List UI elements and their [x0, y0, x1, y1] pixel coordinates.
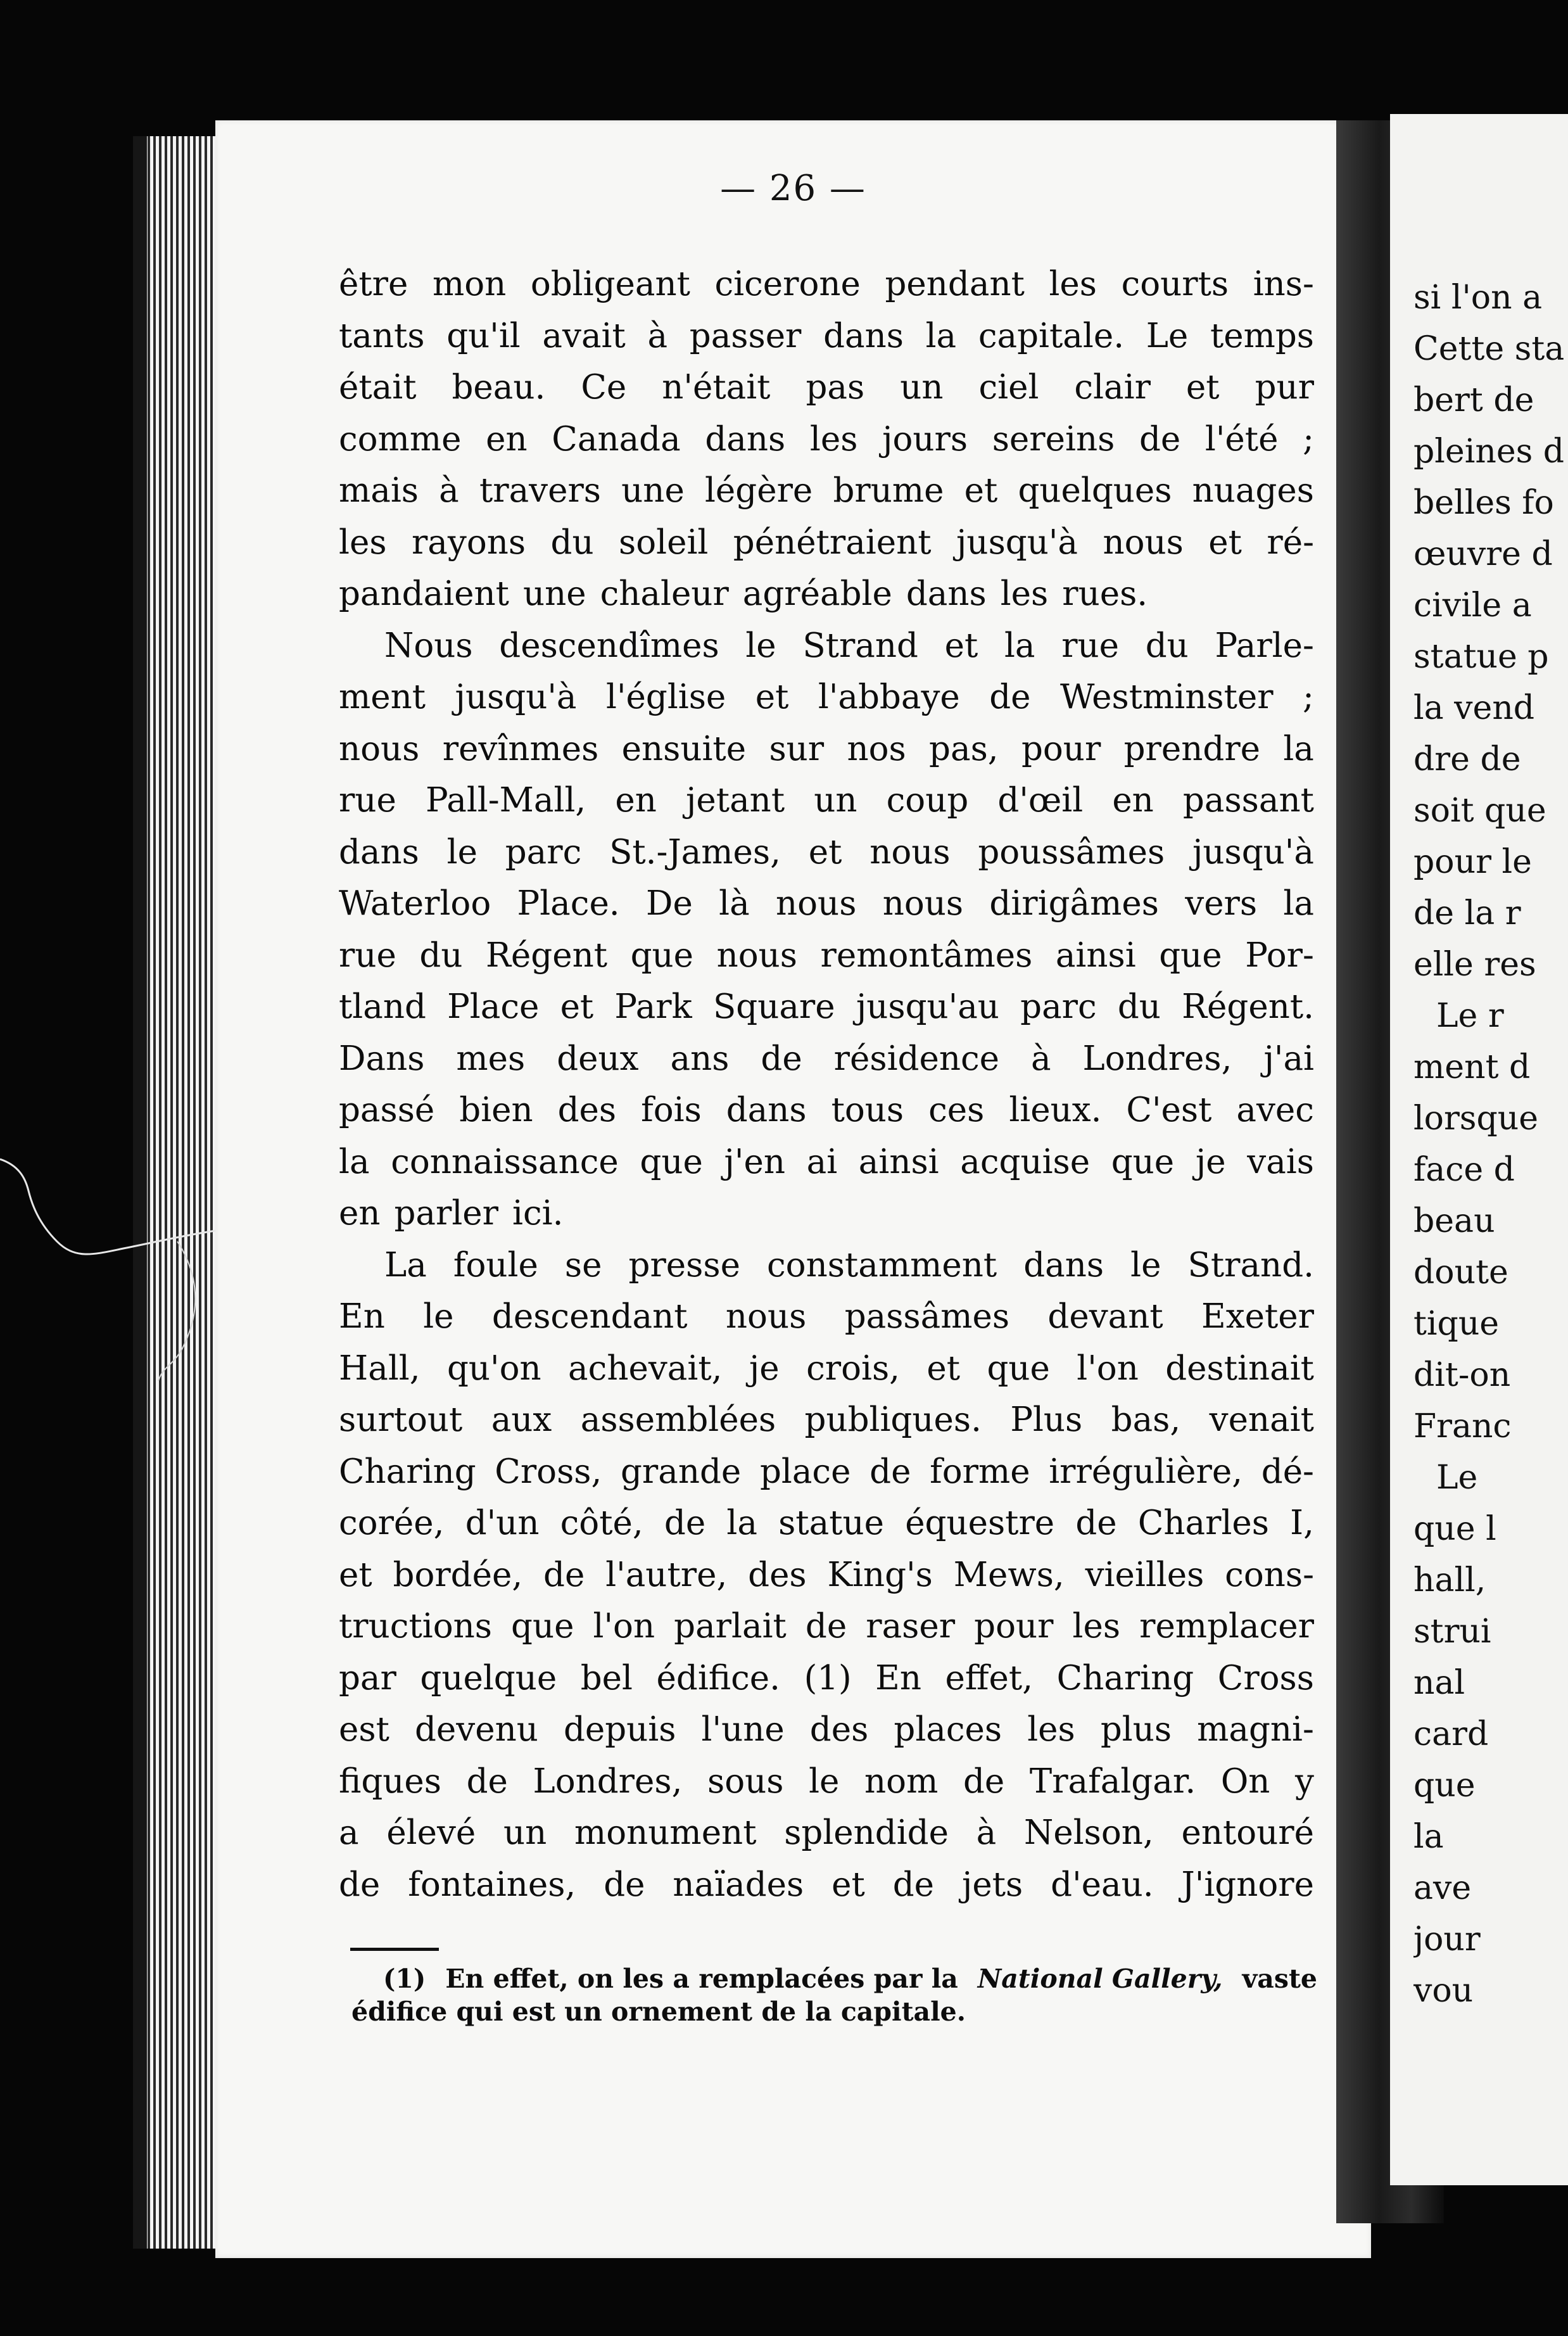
facing-page-line: ment d	[1413, 1048, 1531, 1086]
text-line: a élevé un monument splendide à Nelson, entouré	[339, 1813, 1314, 1852]
text-line: et bordée, de l'autre, des King's Mews, vieilles cons-	[339, 1555, 1314, 1594]
facing-page-line: beau	[1413, 1202, 1495, 1240]
facing-page-line: la vend	[1413, 689, 1535, 727]
text-line: tants qu'il avait à passer dans la capitale. Le temps	[339, 316, 1314, 355]
facing-page-line: soit que	[1413, 792, 1546, 830]
text-line: ment jusqu'à l'église et l'abbaye de Westminster ;	[339, 678, 1314, 716]
facing-page-line: jour	[1413, 1920, 1481, 1958]
text-line: Hall, qu'on achevait, je crois, et que l'on destinait	[339, 1349, 1314, 1388]
text-line: être mon obligeant cicerone pendant les courts ins-	[339, 265, 1314, 303]
facing-page-text	[1413, 272, 1568, 2017]
facing-page-line: strui	[1413, 1613, 1491, 1651]
text-line: les rayons du soleil pénétraient jusqu'à nous et ré-	[339, 523, 1314, 562]
facing-page-line: que	[1413, 1767, 1476, 1805]
facing-page-line: que l	[1413, 1510, 1496, 1548]
text-line: nous revînmes ensuite sur nos pas, pour prendre la	[339, 729, 1314, 768]
text-line: Nous descendîmes le Strand et la rue du Parle-	[384, 626, 1314, 665]
facing-page-line: Le	[1436, 1459, 1478, 1497]
facing-page-line: la	[1413, 1818, 1444, 1856]
facing-page-line: statue p	[1413, 638, 1549, 676]
text-line: Dans mes deux ans de résidence à Londres, j'ai	[339, 1039, 1314, 1078]
text-line: passé bien des fois dans tous ces lieux. C'est avec	[339, 1091, 1314, 1129]
facing-page-line: ave	[1413, 1869, 1472, 1907]
text-line: par quelque bel édifice. (1) En effet, Charing Cross	[339, 1658, 1314, 1698]
text-line: corée, d'un côté, de la statue équestre de Charles I,	[339, 1504, 1314, 1542]
paper-tear-mark	[0, 1153, 241, 1381]
text-line: fiques de Londres, sous le nom de Trafalgar. On y	[339, 1762, 1314, 1801]
text-line: tland Place et Park Square jusqu'au parc du Régent.	[339, 987, 1314, 1026]
facing-page-line: doute	[1413, 1254, 1508, 1292]
facing-page-line: œuvre d	[1413, 535, 1553, 573]
footnote-text-line2: édifice qui est un ornement de la capitale.	[351, 1996, 966, 2027]
text-line: mais à travers une légère brume et quelques nuages	[339, 471, 1314, 510]
text-line: était beau. Ce n'était pas un ciel clair et pur	[339, 368, 1314, 407]
facing-page-line: nal	[1413, 1664, 1465, 1702]
facing-page-line: vou	[1413, 1972, 1474, 2010]
footnote-text: En effet, on les a remplacées par la	[445, 1964, 958, 1994]
text-line: est devenu depuis l'une des places les plus magni-	[339, 1710, 1314, 1749]
facing-page-line: dre de	[1413, 740, 1521, 778]
body-text	[339, 258, 1314, 1910]
footnote	[351, 1962, 1317, 2028]
text-line: Waterloo Place. De là nous nous dirigâmes vers la	[339, 884, 1314, 923]
text-line: rue Pall-Mall, en jetant un coup d'œil en passant	[339, 781, 1314, 820]
footnote-line	[351, 1995, 1317, 2028]
footnote-italic: National Gallery,	[977, 1964, 1223, 1994]
text-line: en parler ici.	[339, 1194, 564, 1233]
text-line: dans le parc St.-James, et nous poussâmes jusqu'à	[339, 832, 1314, 872]
text-line: surtout aux assemblées publiques. Plus bas, venait	[339, 1400, 1314, 1439]
text-line: de fontaines, de naïades et de jets d'eau. J'ignore	[339, 1865, 1314, 1904]
footnote-line	[351, 1962, 1317, 1995]
facing-page-line: face d	[1413, 1151, 1515, 1189]
text-line: tructions que l'on parlait de raser pour les remplacer	[339, 1607, 1314, 1646]
facing-page-line: dit-on	[1413, 1356, 1511, 1394]
facing-page-line: si l'on a	[1413, 279, 1543, 317]
text-line: pandaient une chaleur agréable dans les rues.	[339, 574, 1148, 613]
facing-page-line: belles fo	[1413, 484, 1554, 522]
facing-page-line: de la r	[1413, 894, 1521, 932]
text-line: la connaissance que j'en ai ainsi acquise que je vais	[339, 1142, 1314, 1181]
facing-page-line: civile a	[1413, 587, 1532, 625]
text-line: rue du Régent que nous remontâmes ainsi que Por-	[339, 936, 1314, 975]
facing-page-line: bert de	[1413, 381, 1534, 419]
text-line: La foule se presse constamment dans le Strand.	[384, 1245, 1314, 1285]
facing-page-line: Le r	[1436, 997, 1504, 1035]
text-line: En le descendant nous passâmes devant Exeter	[339, 1297, 1314, 1336]
facing-page-line: pour le	[1413, 843, 1532, 881]
facing-page-line: lorsque	[1413, 1100, 1539, 1138]
text-line: Charing Cross, grande place de forme irrégulière, dé-	[339, 1452, 1314, 1491]
footnote-text-end: vaste	[1242, 1964, 1317, 1994]
facing-page-line: Cette sta	[1413, 330, 1565, 368]
text-line: comme en Canada dans les jours sereins de l'été ;	[339, 419, 1314, 459]
facing-page-line: Franc	[1413, 1407, 1512, 1445]
facing-page-line: tique	[1413, 1305, 1500, 1343]
facing-page-line: elle res	[1413, 946, 1536, 984]
page-number: — 26 —	[720, 168, 866, 209]
footnote-rule	[350, 1948, 439, 1951]
footnote-marker: (1)	[383, 1964, 426, 1994]
facing-page-line: card	[1413, 1715, 1489, 1753]
facing-page-line: pleines d	[1413, 433, 1565, 471]
facing-page-line: hall,	[1413, 1561, 1486, 1599]
